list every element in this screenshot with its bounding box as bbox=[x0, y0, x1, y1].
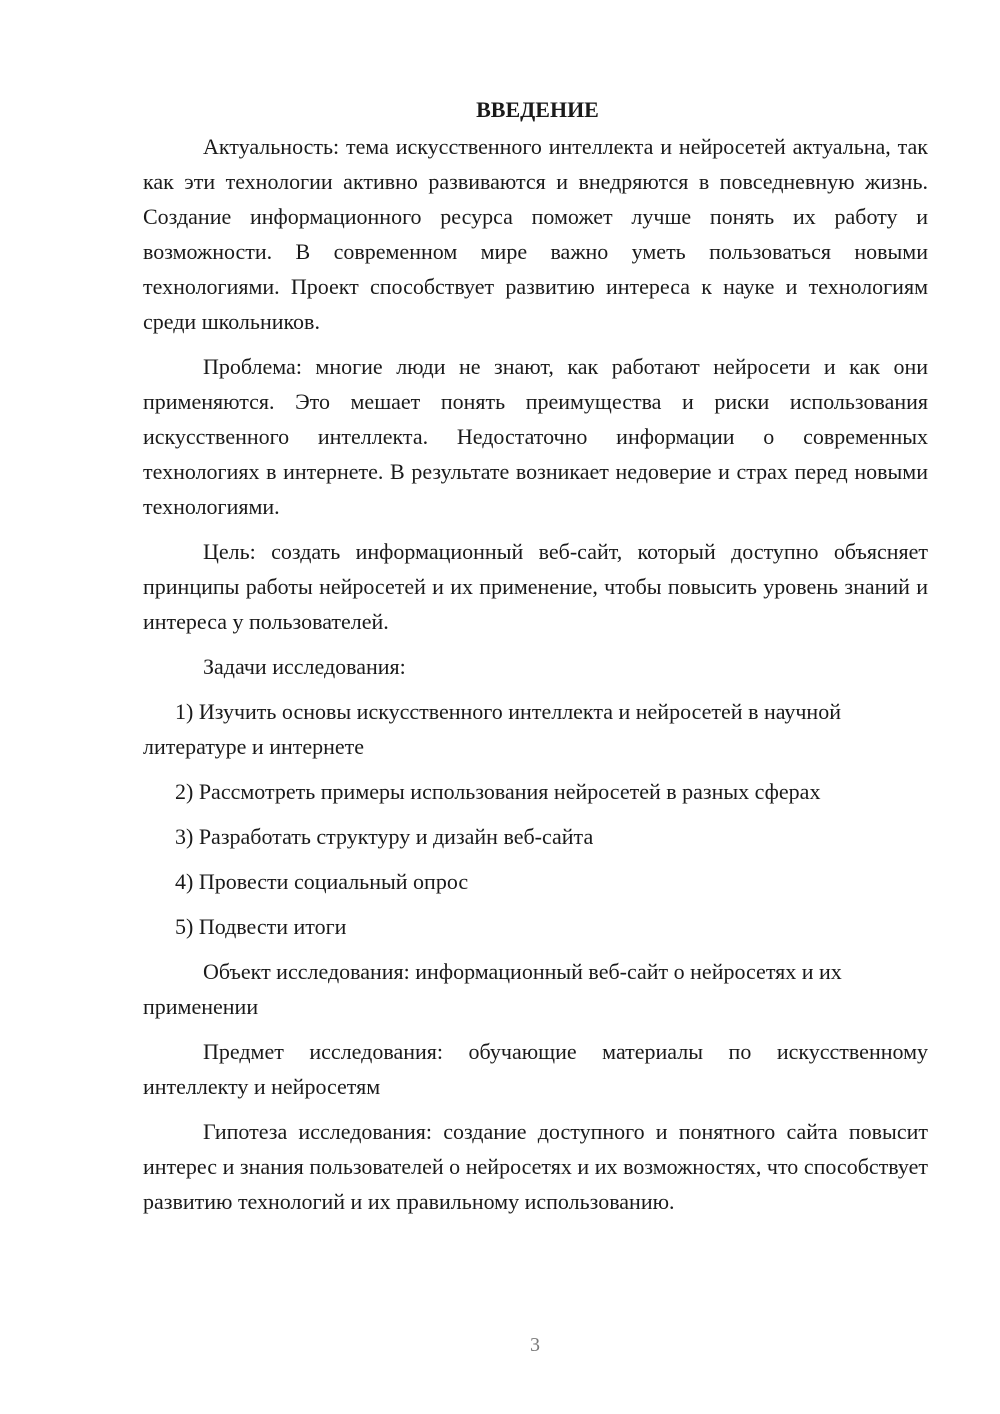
page-number: 3 bbox=[530, 1334, 540, 1356]
task-item: 5) Подвести итоги bbox=[175, 914, 347, 939]
document-page bbox=[143, 92, 928, 1229]
paragraph-problem: Проблема: многие люди не знают, как работают нейросети и как они применяются. Это мешает понять преимущества и риски использования искусственного интеллекта. Недостаточно информации о современных технологиях в интернете. В результате возникает недоверие и страх перед новыми технологиями. bbox=[143, 354, 928, 519]
paragraph-subject: Предмет исследования: обучающие материалы по искусственному интеллекту и нейросетям bbox=[143, 1039, 928, 1099]
paragraph-hypothesis: Гипотеза исследования: создание доступного и понятного сайта повысит интерес и знания пользователей о нейросетях и их возможностях, что способствует развитию технологий и их правильному использованию. bbox=[143, 1119, 928, 1214]
task-item: 1) Изучить основы искусственного интеллекта и нейросетей в научной литературе и интернете bbox=[143, 699, 841, 759]
paragraph-goal: Цель: создать информационный веб-сайт, который доступно объясняет принципы работы нейросетей и их применение, чтобы повысить уровень знаний и интереса у пользователей. bbox=[143, 539, 928, 634]
task-item: 4) Провести социальный опрос bbox=[175, 869, 469, 894]
page-title: ВВЕДЕНИЕ bbox=[476, 97, 599, 122]
paragraph-object: Объект исследования: информационный веб-сайт о нейросетях и их применении bbox=[143, 959, 842, 1019]
tasks-title: Задачи исследования: bbox=[203, 654, 406, 679]
task-item: 2) Рассмотреть примеры использования нейросетей в разных сферах bbox=[175, 779, 821, 804]
paragraph-relevance: Актуальность: тема искусственного интеллекта и нейросетей актуальна, так как эти технологии активно развиваются и внедряются в повседневную жизнь. Создание информационного ресурса поможет лучше понять их работу и возможности. В современном мире важно уметь пользоваться новыми технологиями. Проект способствует развитию интереса к науке и технологиям среди школьников. bbox=[143, 134, 928, 334]
task-item: 3) Разработать структуру и дизайн веб-сайта bbox=[175, 824, 594, 849]
